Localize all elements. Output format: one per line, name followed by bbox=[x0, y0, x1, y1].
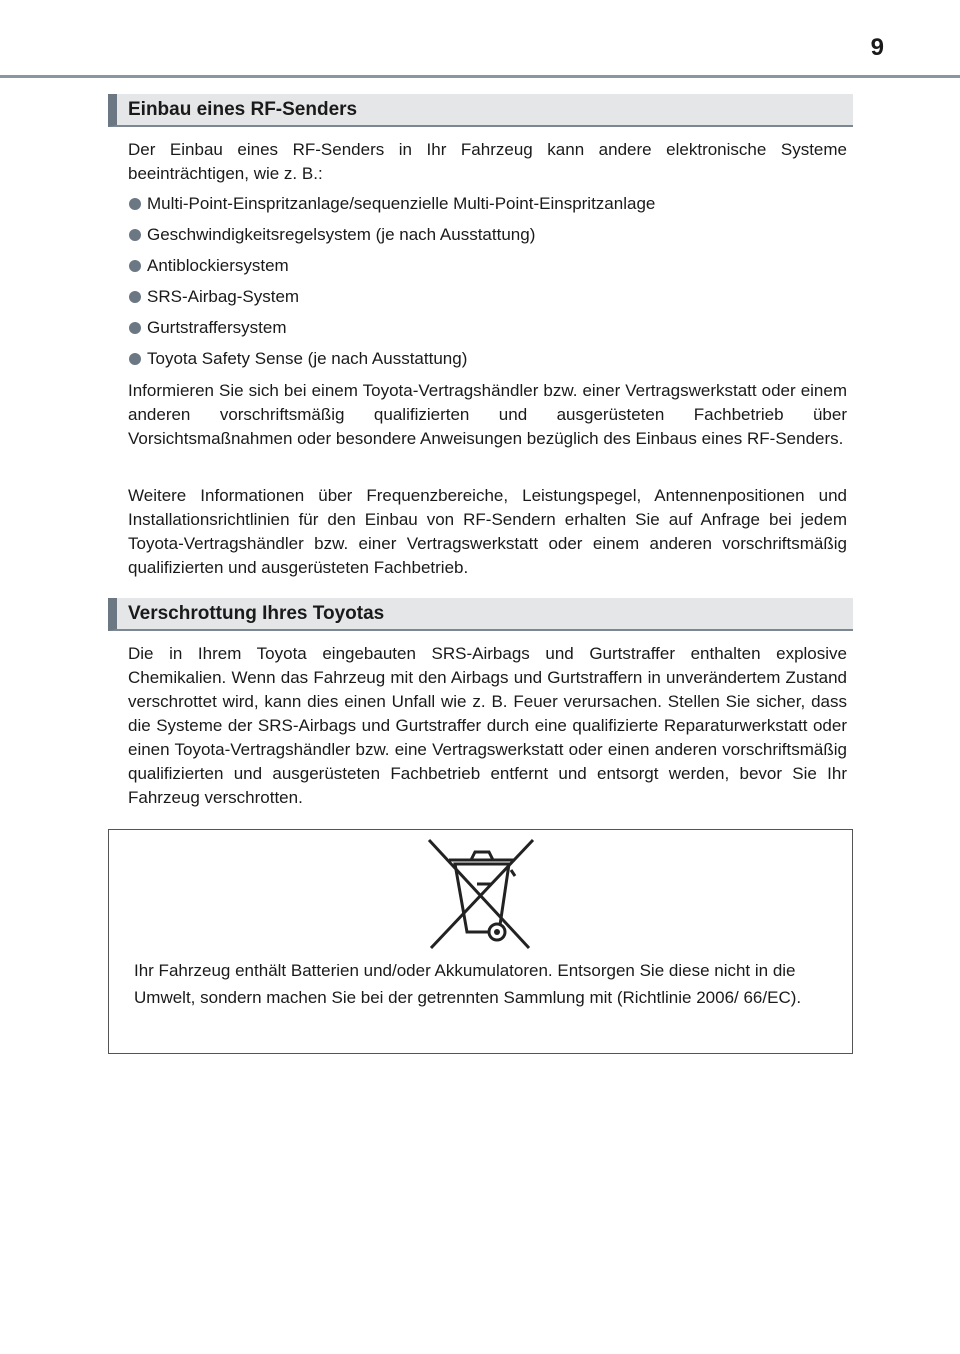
list-item-text: Antiblockiersystem bbox=[147, 256, 289, 275]
list-item-text: SRS-Airbag-System bbox=[147, 287, 300, 306]
list-item-text: Geschwindigkeitsregelsystem (je nach Ausstattung) bbox=[147, 225, 536, 244]
notice-text: Ihr Fahrzeug enthält Batterien und/oder Akkumulatoren. Entsorgen Sie diese nicht in die Umwelt, sondern machen Sie bei der getrennten Sammlung mit (Richtlinie 2006/ 66/EC). bbox=[134, 961, 802, 1007]
scrapping-paragraph: Die in Ihrem Toyota eingebauten SRS-Airbags und Gurtstraffer enthalten explosive Chemikalien. Wenn das Fahrzeug mit den Airbags und Gurtstraffern in unverändertem Zustand verschrottet wird, kann dies einen Unfall wie z. B. Feuer verursachen. Stellen Sie sicher, dass die Systeme der SRS-Airbags und Gurtstraffer durch eine qualifizierte Reparaturwerkstatt oder einen Toyota-Vertragshändler bzw. eine Vertragswerkstatt oder einen anderen vorschriftsmäßig qualifizierten und ausgerüsteten Fachbetrieb entfernt und entsorgt werden, bevor Sie Ihr Fahrzeug verschrotten. bbox=[128, 644, 847, 807]
list-item bbox=[128, 223, 847, 254]
frequency-info-paragraph: Weitere Informationen über Frequenzbereiche, Leistungspegel, Antennenpositionen und Installationsrichtlinien für den Einbau von RF-Sendern erhalten Sie auf Anfrage bei jedem Toyota-Vertragshändler bzw. einer Vertragswerkstatt oder einem anderen vorschriftsmäßig qualifizierten und ausgerüsteten Fachbetrieb. bbox=[128, 486, 847, 577]
intro-paragraph: Der Einbau eines RF-Senders in Ihr Fahrzeug kann andere elektronische Systeme beeinträchtigen, wie z. B.: bbox=[128, 140, 847, 183]
list-item-text: Multi-Point-Einspritzanlage/sequenzielle Multi-Point-Einspritzanlage bbox=[147, 194, 656, 213]
section-heading-scrapping bbox=[108, 598, 853, 631]
bullet-icon bbox=[129, 291, 141, 303]
section-heading-text: Verschrottung Ihres Toyotas bbox=[128, 603, 385, 624]
list-item bbox=[128, 347, 847, 378]
page-number: 9 bbox=[870, 34, 884, 61]
bullet-icon bbox=[129, 353, 141, 365]
header-rule bbox=[0, 75, 960, 78]
section-heading-text: Einbau eines RF-Senders bbox=[128, 99, 358, 120]
bullet-icon bbox=[129, 260, 141, 272]
list-item bbox=[128, 254, 847, 285]
bullet-icon bbox=[129, 229, 141, 241]
list-item bbox=[128, 192, 847, 223]
affected-systems-list bbox=[128, 192, 847, 378]
dealer-info-paragraph: Informieren Sie sich bei einem Toyota-Vertragshändler bzw. einer Vertragswerkstatt oder einem anderen vorschriftsmäßig qualifizierten und ausgerüsteten Fachbetrieb über Vorsichtsmaßnahmen oder besondere Anweisungen bezüglich des Einbaus eines RF-Senders. bbox=[128, 381, 847, 448]
bullet-icon bbox=[129, 322, 141, 334]
battery-disposal-notice bbox=[108, 829, 853, 1054]
list-item bbox=[128, 316, 847, 347]
list-item bbox=[128, 285, 847, 316]
bullet-icon bbox=[129, 198, 141, 210]
list-item-text: Gurtstraffersystem bbox=[147, 318, 287, 337]
section-heading-rf-sender bbox=[108, 94, 853, 127]
crossed-out-wheelie-bin-icon bbox=[427, 836, 537, 950]
list-item-text: Toyota Safety Sense (je nach Ausstattung) bbox=[147, 349, 468, 368]
